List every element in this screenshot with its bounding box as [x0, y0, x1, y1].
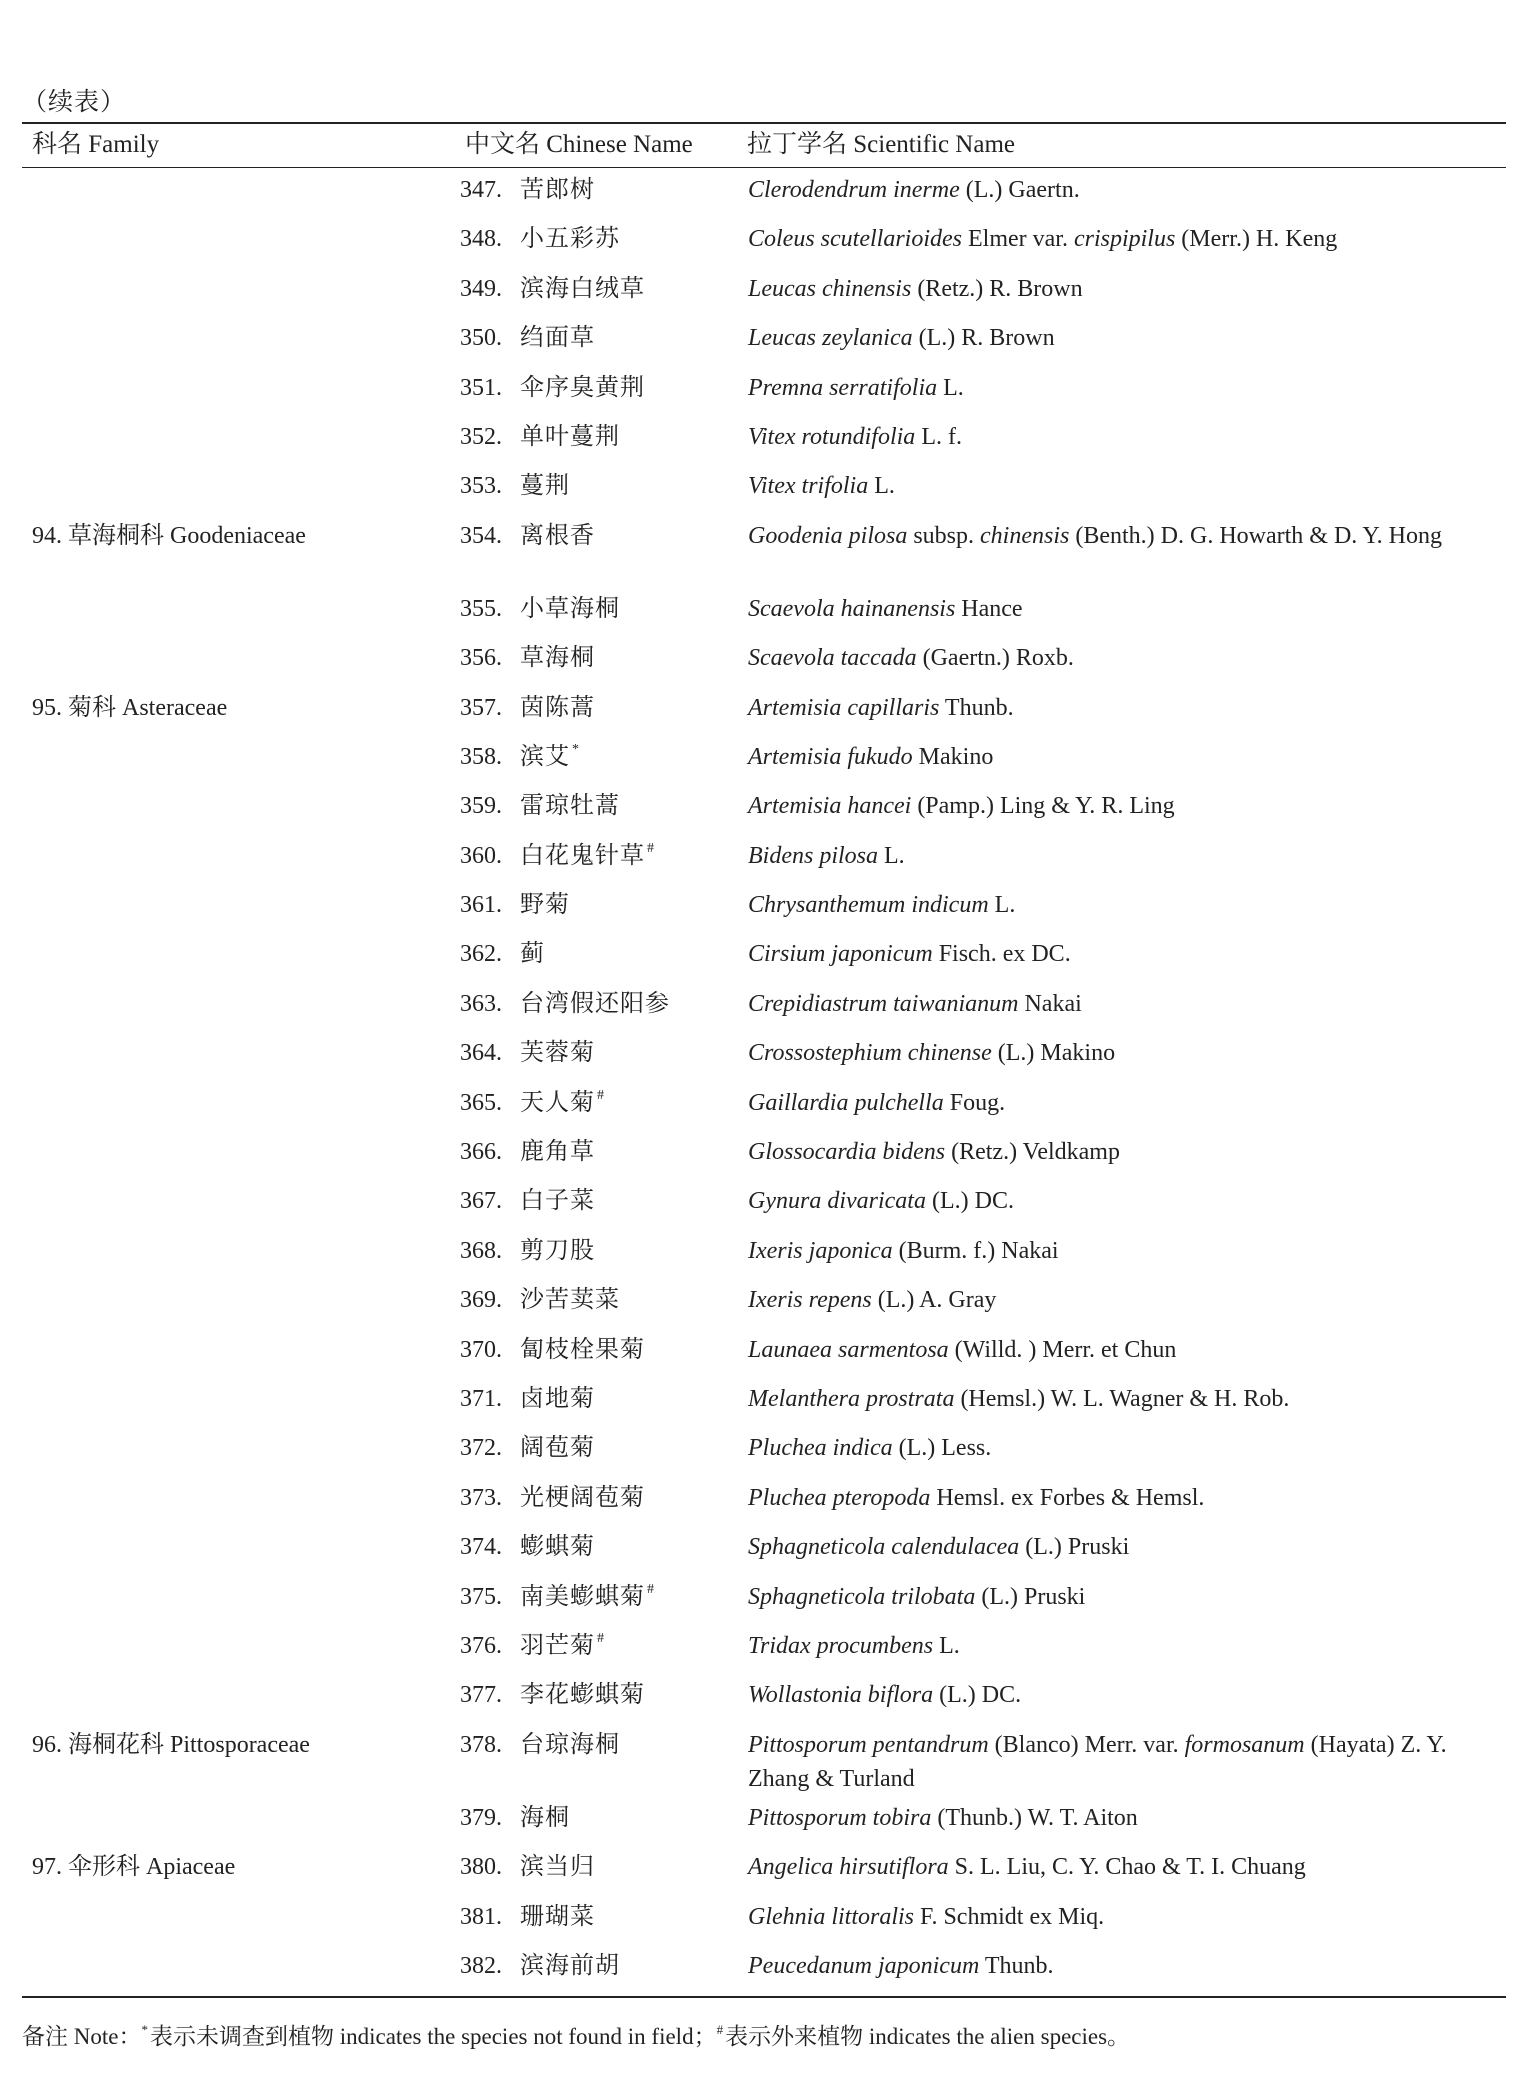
- scientific-name-cell: [748, 1333, 1513, 1367]
- chinese-name: 草海桐: [520, 645, 595, 672]
- scientific-name-italic: Pittosporum tobira: [748, 1804, 932, 1831]
- species-number: 359.: [460, 793, 502, 820]
- chinese-name-cell: [520, 789, 620, 823]
- chinese-name: 伞序臭黄荆: [520, 374, 645, 401]
- table-row: [0, 737, 1536, 786]
- chinese-name-cell: [520, 987, 670, 1021]
- scientific-name-text: Hance: [955, 595, 1023, 622]
- scientific-name-cell: [748, 740, 1513, 774]
- scientific-name-text: (Retz.) Veldkamp: [945, 1139, 1120, 1166]
- species-number: 347.: [460, 177, 502, 203]
- table-row: [0, 417, 1536, 466]
- chinese-name-cell: [520, 1481, 645, 1515]
- table-row: [0, 786, 1536, 835]
- scientific-name-italic: Crossostephium chinense: [748, 1040, 992, 1067]
- species-number: 377.: [460, 1682, 502, 1709]
- species-number: 363.: [460, 990, 502, 1017]
- scientific-name-text: L.: [878, 842, 905, 869]
- species-number: 379.: [460, 1804, 502, 1831]
- scientific-name-text: L.: [937, 374, 964, 401]
- table-row: [0, 984, 1536, 1033]
- table-row: [0, 1626, 1536, 1675]
- scientific-name-cell: [748, 272, 1513, 306]
- chinese-name: 蓟: [520, 941, 545, 968]
- species-number: 376.: [460, 1632, 502, 1659]
- table-row: [0, 836, 1536, 885]
- scientific-name-text: (L.) Less.: [892, 1435, 992, 1462]
- table-row: [0, 1946, 1536, 1995]
- chinese-name: 珊瑚菜: [520, 1903, 595, 1930]
- table-row: [0, 1231, 1536, 1280]
- table-header-rule: [22, 167, 1506, 168]
- scientific-name-italic: Artemisia capillaris: [748, 694, 940, 721]
- table-row: [0, 368, 1536, 417]
- scientific-name-text: (L.) DC.: [933, 1682, 1022, 1709]
- scientific-name-text: (Merr.) H. Keng: [1175, 226, 1338, 253]
- species-number: 355.: [460, 595, 502, 622]
- scientific-name-cell: [748, 691, 1513, 725]
- scientific-name-cell: [748, 1481, 1513, 1515]
- species-number: 365.: [460, 1089, 502, 1116]
- table-row: [0, 885, 1536, 934]
- family-cell: 95. 菊科 Asteraceae: [32, 694, 228, 721]
- chinese-name-cell: [520, 888, 570, 922]
- table-row: [0, 688, 1536, 737]
- scientific-name-italic: Clerodendrum inerme: [748, 177, 960, 203]
- scientific-name-text: L.: [988, 892, 1016, 919]
- scientific-name-text: (Thunb.) W. T. Aiton: [931, 1804, 1138, 1831]
- scientific-name-text: (L.) A. Gray: [871, 1287, 997, 1314]
- chinese-name-cell: [520, 1184, 595, 1218]
- footnote-text-alien: 表示外来植物 indicates the alien species。: [725, 2024, 1131, 2049]
- table-row: [0, 638, 1536, 687]
- family-cell: 97. 伞形科 Apiaceae: [32, 1854, 236, 1881]
- table-bottom-rule: [22, 1996, 1506, 1998]
- scientific-name-italic: Angelica hirsutiflora: [748, 1854, 949, 1881]
- scientific-name-text: subsp.: [907, 522, 981, 549]
- chinese-name: 滨海前胡: [520, 1952, 620, 1979]
- footnote-text-not-found: 表示未调查到植物 indicates the species not found in field；: [149, 2024, 717, 2049]
- table-row: [0, 1033, 1536, 1082]
- table-row: [0, 1132, 1536, 1181]
- scientific-name-cell: [748, 519, 1513, 553]
- chinese-name-cell: [520, 222, 620, 256]
- chinese-name: 茵陈蒿: [520, 694, 595, 721]
- chinese-name-cell: [520, 420, 620, 454]
- chinese-name: 南美蟛蜞菊: [520, 1583, 645, 1610]
- scientific-name-text: (Blanco) Merr. var.: [988, 1731, 1185, 1758]
- scientific-name-cell: [748, 641, 1513, 675]
- chinese-name: 光梗阔苞菊: [520, 1484, 645, 1511]
- scientific-name-cell: [748, 987, 1513, 1021]
- scientific-name-cell: [748, 1184, 1513, 1218]
- chinese-name-cell: [520, 1949, 620, 1983]
- species-number: 362.: [460, 941, 502, 968]
- species-number: 352.: [460, 423, 502, 450]
- chinese-name-cell: [520, 1530, 595, 1564]
- chinese-name: 蔓荆: [520, 473, 570, 500]
- chinese-name-cell: [520, 1086, 605, 1124]
- scientific-name-text: Nakai: [1018, 990, 1082, 1017]
- chinese-name-cell: [520, 1333, 645, 1367]
- scientific-name-italic: Ixeris japonica: [748, 1237, 893, 1264]
- scientific-name-text: S. L. Liu, C. Y. Chao & T. I. Chuang: [948, 1854, 1306, 1881]
- scientific-name-text: (Hemsl.) W. L. Wagner & H. Rob.: [954, 1385, 1290, 1412]
- chinese-name: 天人菊: [520, 1089, 595, 1116]
- chinese-name: 鹿角草: [520, 1139, 595, 1166]
- chinese-name-cell: [520, 1728, 620, 1762]
- chinese-name-cell: [520, 173, 595, 207]
- chinese-name-cell: [520, 1900, 595, 1934]
- continuation-label: （续表）: [22, 89, 127, 116]
- table-row: [0, 1725, 1536, 1798]
- scientific-name-italic: Peucedanum japonicum: [748, 1952, 980, 1979]
- chinese-name-cell: [520, 1629, 605, 1667]
- scientific-name-text: (L.) R. Brown: [912, 325, 1055, 352]
- scientific-name-italic: Scaevola hainanensis: [748, 595, 956, 622]
- chinese-name-cell: [520, 1580, 655, 1618]
- species-number: 382.: [460, 1952, 502, 1979]
- scientific-name-cell: [748, 1382, 1513, 1416]
- species-number: 361.: [460, 892, 502, 919]
- scientific-name-text: (L.) Pruski: [1019, 1534, 1130, 1561]
- chinese-name: 小草海桐: [520, 595, 620, 622]
- chinese-name-cell: [520, 691, 595, 725]
- table-row: [0, 1675, 1536, 1724]
- table-row: [0, 466, 1536, 515]
- scientific-name-text: Elmer var.: [961, 226, 1074, 253]
- table-row: [0, 1527, 1536, 1576]
- species-number: 370.: [460, 1336, 502, 1363]
- family-cell: 96. 海桐花科 Pittosporaceae: [32, 1731, 310, 1758]
- table-row: [0, 1379, 1536, 1428]
- species-number: 354.: [460, 522, 502, 549]
- chinese-name: 滨当归: [520, 1854, 595, 1881]
- species-number: 366.: [460, 1139, 502, 1166]
- scientific-name-italic: Cirsium japonicum: [748, 941, 933, 968]
- scientific-name-italic: Glossocardia bidens: [748, 1139, 946, 1166]
- scientific-name-cell: [748, 937, 1513, 971]
- scientific-name-cell: [748, 1036, 1513, 1070]
- table-row: [0, 1280, 1536, 1329]
- scientific-name-italic: Pittosporum pentandrum: [748, 1731, 989, 1758]
- scientific-name-italic: Scaevola taccada: [748, 645, 917, 672]
- scientific-name-italic: Pluchea indica: [748, 1435, 893, 1462]
- table-row: [0, 1083, 1536, 1132]
- scientific-name-cell: [748, 1283, 1513, 1317]
- scientific-name-italic: Sphagneticola trilobata: [748, 1583, 976, 1610]
- chinese-name: 滨海白绒草: [520, 275, 645, 302]
- scientific-name-text: Thunb.: [939, 694, 1014, 721]
- scientific-name-text: (L.) Gaertn.: [959, 177, 1080, 203]
- scientific-name-italic: Ixeris repens: [748, 1287, 872, 1314]
- chinese-name-cell: [520, 839, 655, 877]
- scientific-name-text: Fisch. ex DC.: [932, 941, 1071, 968]
- chinese-name: 阔苞菊: [520, 1435, 595, 1462]
- chinese-name-cell: [520, 1801, 570, 1835]
- scientific-name-text: (Gaertn.) Roxb.: [916, 645, 1074, 672]
- chinese-name-cell: [520, 1850, 595, 1884]
- species-number: 367.: [460, 1188, 502, 1215]
- scientific-name-cell: [748, 1234, 1513, 1268]
- table-row: [0, 1798, 1536, 1847]
- scientific-name-cell: [748, 888, 1513, 922]
- scientific-name-italic: Pluchea pteropoda: [748, 1484, 931, 1511]
- table-row: [0, 318, 1536, 367]
- chinese-name: 剪刀股: [520, 1237, 595, 1264]
- scientific-name-italic: Melanthera prostrata: [748, 1385, 955, 1412]
- species-number: 353.: [460, 473, 502, 500]
- species-mark: *: [572, 741, 580, 757]
- chinese-name: 羽芒菊: [520, 1632, 595, 1659]
- table-row: [0, 219, 1536, 268]
- species-number: 381.: [460, 1903, 502, 1930]
- scientific-name-cell: [748, 469, 1513, 503]
- species-number: 350.: [460, 325, 502, 352]
- species-number: 348.: [460, 226, 502, 253]
- header-family: 科名 Family: [32, 131, 160, 158]
- species-mark: #: [597, 1630, 605, 1646]
- scientific-name-cell: [748, 592, 1513, 626]
- scientific-name-italic: Chrysanthemum indicum: [748, 892, 989, 919]
- scientific-name-text: Thunb.: [979, 1952, 1054, 1979]
- scientific-name-cell: [748, 420, 1513, 454]
- scientific-name-italic: Vitex rotundifolia: [748, 423, 916, 450]
- table-row: [0, 934, 1536, 983]
- scientific-name-italic: crispipilus: [1073, 226, 1176, 253]
- scientific-name-italic: chinensis: [980, 522, 1070, 549]
- scientific-name-italic: Coleus scutellarioides: [748, 226, 962, 253]
- chinese-name-cell: [520, 1283, 620, 1317]
- table-row: [0, 1428, 1536, 1477]
- chinese-name-cell: [520, 592, 620, 626]
- scientific-name-italic: Gynura divaricata: [748, 1188, 926, 1215]
- scientific-name-cell: [748, 1530, 1513, 1564]
- scientific-name-italic: Sphagneticola calendulacea: [748, 1534, 1020, 1561]
- table-row: [0, 1847, 1536, 1896]
- table-row: [0, 516, 1536, 589]
- scientific-name-text: L. f.: [915, 423, 962, 450]
- table-row: [0, 170, 1536, 219]
- table-row: [0, 1181, 1536, 1230]
- chinese-name: 匐枝栓果菊: [520, 1336, 645, 1363]
- scientific-name-cell: [748, 222, 1513, 256]
- scientific-name-italic: Bidens pilosa: [748, 842, 878, 869]
- chinese-name: 芙蓉菊: [520, 1040, 595, 1067]
- chinese-name-cell: [520, 371, 645, 405]
- scientific-name-italic: Glehnia littoralis: [748, 1903, 915, 1930]
- scientific-name-italic: Artemisia fukudo: [748, 743, 913, 770]
- footnote-mark-hash: #: [716, 2022, 724, 2037]
- scientific-name-text: F. Schmidt ex Miq.: [914, 1903, 1105, 1930]
- chinese-name-cell: [520, 321, 595, 355]
- scientific-name-text: (Hayata) Z. Y. Zhang & Turland: [748, 1731, 1447, 1792]
- chinese-name-cell: [520, 1135, 595, 1169]
- scientific-name-cell: [748, 1850, 1513, 1884]
- scientific-name-italic: Artemisia hancei: [748, 793, 912, 820]
- table-row: [0, 269, 1536, 318]
- species-number: 360.: [460, 842, 502, 869]
- species-number: 368.: [460, 1237, 502, 1264]
- species-number: 358.: [460, 743, 502, 770]
- scientific-name-cell: [748, 1678, 1513, 1712]
- species-number: 357.: [460, 694, 502, 721]
- table-row: [0, 589, 1536, 638]
- scientific-name-italic: formosanum: [1184, 1731, 1305, 1758]
- chinese-name-cell: [520, 469, 570, 503]
- species-number: 349.: [460, 275, 502, 302]
- scientific-name-text: (L.) Makino: [991, 1040, 1116, 1067]
- scientific-name-text: (Benth.) D. G. Howarth & D. Y. Hong: [1069, 522, 1442, 549]
- scientific-name-cell: [748, 371, 1513, 405]
- species-number: 374.: [460, 1534, 502, 1561]
- scientific-name-cell: [748, 1900, 1513, 1934]
- chinese-name-cell: [520, 272, 645, 306]
- table-top-rule: [22, 122, 1506, 124]
- scientific-name-text: (L.) DC.: [925, 1188, 1014, 1215]
- chinese-name: 海桐: [520, 1804, 570, 1831]
- chinese-name: 李花蟛蜞菊: [520, 1682, 645, 1709]
- chinese-name: 卤地菊: [520, 1385, 595, 1412]
- scientific-name-italic: Premna serratifolia: [748, 374, 938, 401]
- footnote-prefix: 备注 Note：: [22, 2024, 142, 2049]
- scientific-name-text: (Retz.) R. Brown: [911, 275, 1083, 302]
- scientific-name-text: L.: [868, 473, 895, 500]
- scientific-name-cell: [748, 1949, 1513, 1983]
- species-number: 351.: [460, 374, 502, 401]
- scientific-name-cell: [748, 1629, 1513, 1663]
- chinese-name-cell: [520, 740, 580, 778]
- chinese-name-cell: [520, 1036, 595, 1070]
- chinese-name-cell: [520, 1678, 645, 1712]
- chinese-name: 苦郎树: [520, 177, 595, 203]
- family-cell: 94. 草海桐科 Goodeniaceae: [32, 522, 306, 549]
- scientific-name-text: Makino: [912, 743, 994, 770]
- chinese-name: 绉面草: [520, 325, 595, 352]
- scientific-name-text: Foug.: [943, 1089, 1006, 1116]
- species-number: 356.: [460, 645, 502, 672]
- chinese-name: 白子菜: [520, 1188, 595, 1215]
- scientific-name-italic: Crepidiastrum taiwanianum: [748, 990, 1019, 1017]
- chinese-name: 离根香: [520, 522, 595, 549]
- scientific-name-text: (L.) Pruski: [975, 1583, 1086, 1610]
- scientific-name-cell: [748, 173, 1513, 207]
- scientific-name-text: L.: [933, 1632, 960, 1659]
- scientific-name-cell: [748, 1086, 1513, 1120]
- scientific-name-text: Hemsl. ex Forbes & Hemsl.: [930, 1484, 1205, 1511]
- species-mark: #: [647, 840, 655, 856]
- species-number: 380.: [460, 1854, 502, 1881]
- chinese-name: 沙苦荬菜: [520, 1287, 620, 1314]
- header-chinese-name: 中文名 Chinese Name: [465, 131, 693, 158]
- chinese-name: 野菊: [520, 892, 570, 919]
- scientific-name-italic: Vitex trifolia: [748, 473, 869, 500]
- table-row: [0, 1897, 1536, 1946]
- scientific-name-cell: [748, 1431, 1513, 1465]
- scientific-name-cell: [748, 1728, 1513, 1796]
- header-scientific-name: 拉丁学名 Scientific Name: [747, 131, 1015, 158]
- table-row: [0, 1478, 1536, 1527]
- scientific-name-cell: [748, 1801, 1513, 1835]
- chinese-name: 台琼海桐: [520, 1731, 620, 1758]
- chinese-name-cell: [520, 1234, 595, 1268]
- scientific-name-italic: Tridax procumbens: [748, 1632, 934, 1659]
- chinese-name-cell: [520, 519, 595, 553]
- species-number: 378.: [460, 1731, 502, 1758]
- scientific-name-italic: Gaillardia pulchella: [748, 1089, 944, 1116]
- scientific-name-cell: [748, 1135, 1513, 1169]
- chinese-name: 滨艾: [520, 743, 570, 770]
- scientific-name-italic: Goodenia pilosa: [748, 522, 908, 549]
- scientific-name-cell: [748, 839, 1513, 873]
- species-mark: #: [647, 1581, 655, 1597]
- table-footnote: [22, 2020, 1130, 2057]
- chinese-name: 白花鬼针草: [520, 842, 645, 869]
- scientific-name-italic: Wollastonia biflora: [748, 1682, 934, 1709]
- species-number: 372.: [460, 1435, 502, 1462]
- scientific-name-cell: [748, 321, 1513, 355]
- chinese-name-cell: [520, 1431, 595, 1465]
- chinese-name-cell: [520, 1382, 595, 1416]
- chinese-name: 小五彩苏: [520, 226, 620, 253]
- species-mark: #: [597, 1087, 605, 1103]
- species-number: 371.: [460, 1385, 502, 1412]
- scientific-name-italic: Leucas zeylanica: [748, 325, 913, 352]
- species-number: 369.: [460, 1287, 502, 1314]
- scientific-name-cell: [748, 1580, 1513, 1614]
- scientific-name-text: (Willd. ) Merr. et Chun: [948, 1336, 1177, 1363]
- chinese-name: 单叶蔓荆: [520, 423, 620, 450]
- scientific-name-cell: [748, 789, 1513, 823]
- table-row: [0, 1330, 1536, 1379]
- chinese-name: 蟛蜞菊: [520, 1534, 595, 1561]
- footnote-mark-star: *: [141, 2022, 148, 2037]
- scientific-name-text: (Burm. f.) Nakai: [892, 1237, 1059, 1264]
- species-number: 373.: [460, 1484, 502, 1511]
- chinese-name-cell: [520, 937, 545, 971]
- table-row: [0, 1577, 1536, 1626]
- species-table-body: [0, 170, 1536, 1995]
- species-number: 364.: [460, 1040, 502, 1067]
- chinese-name-cell: [520, 641, 595, 675]
- species-number: 375.: [460, 1583, 502, 1610]
- chinese-name: 雷琼牡蒿: [520, 793, 620, 820]
- scientific-name-italic: Leucas chinensis: [748, 275, 912, 302]
- chinese-name: 台湾假还阳参: [520, 990, 670, 1017]
- scientific-name-text: (Pamp.) Ling & Y. R. Ling: [911, 793, 1175, 820]
- scientific-name-italic: Launaea sarmentosa: [748, 1336, 949, 1363]
